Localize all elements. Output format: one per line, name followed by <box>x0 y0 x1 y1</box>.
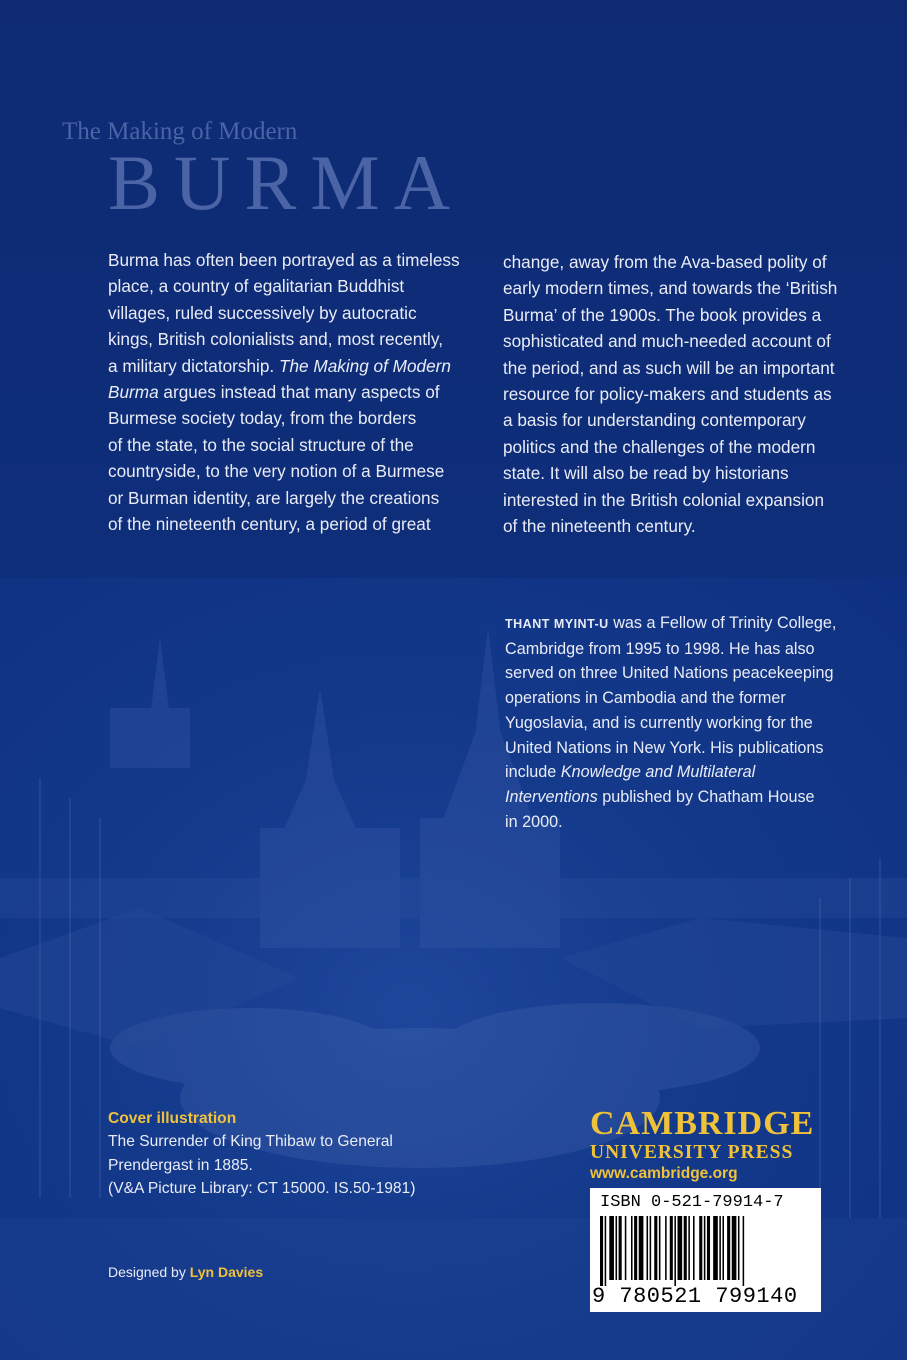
desc-line: Burma’ of the 1900s. The book provides a <box>503 304 822 325</box>
desc-line: sophisticated and much-needed account of <box>503 331 831 352</box>
barcode-bar <box>600 1216 603 1286</box>
isbn-number: ISBN 0-521-79914-7 <box>600 1193 784 1212</box>
bio-line: Cambridge from 1995 to 1998. He has also <box>505 639 815 658</box>
desc-line: of the state, to the social structure of the <box>108 434 414 455</box>
bio-text: include <box>505 763 557 782</box>
desc-line: countryside, to the very notion of a Burmese <box>108 461 445 482</box>
desc-line: early modern times, and towards the ‘British <box>503 278 838 299</box>
designer-name: Lyn Davies <box>189 1264 264 1280</box>
barcode-bar <box>619 1216 622 1280</box>
designer-prefix: Designed by <box>108 1264 186 1280</box>
bio-line: operations in Cambodia and the former <box>505 689 786 708</box>
desc-line: kings, British colonialists and, most recently, <box>108 329 443 350</box>
desc-line: the period, and as such will be an important <box>503 357 835 378</box>
barcode-bar <box>707 1216 710 1280</box>
barcode-bar <box>634 1216 637 1280</box>
barcode-bar <box>688 1216 690 1280</box>
barcode-bar <box>650 1216 652 1280</box>
barcode-bar <box>665 1216 667 1280</box>
ean-number: 9 780521 799140 <box>592 1284 798 1309</box>
barcode-bar <box>674 1216 676 1286</box>
designer-credit <box>108 1264 263 1280</box>
desc-line: Burmese society today, from the borders <box>108 408 417 429</box>
desc-text: a military dictatorship. <box>108 355 275 376</box>
credit-line: The Surrender of King Thibaw to General <box>108 1133 393 1151</box>
credit-line: Prendergast in 1885. <box>108 1156 253 1174</box>
barcode-bar <box>738 1216 740 1280</box>
publication-title-italic: Knowledge and Multilateral <box>560 763 756 782</box>
barcode-bar <box>719 1216 721 1280</box>
publisher-name-line1: CAMBRIDGE <box>590 1105 815 1142</box>
description-left-column <box>108 247 488 537</box>
barcode-bar <box>699 1216 702 1280</box>
series-title: The Making of Modern <box>62 118 298 145</box>
desc-line: Burma has often been portrayed as a timeless <box>108 250 460 270</box>
desc-line: state. It will also be read by historians <box>503 463 789 484</box>
publication-title-italic: Interventions <box>505 787 598 806</box>
bio-line: served on three United Nations peacekeeping <box>505 664 834 683</box>
desc-line: villages, ruled successively by autocratic <box>108 302 417 323</box>
cover-illustration-credit <box>108 1107 468 1200</box>
description-right-column <box>503 249 883 539</box>
barcode-bar <box>647 1216 649 1280</box>
book-title-italic: The Making of Modern <box>278 355 451 376</box>
barcode-bar <box>625 1216 627 1280</box>
barcode-bars <box>600 1216 811 1286</box>
barcode <box>590 1188 821 1312</box>
barcode-bar <box>684 1216 687 1280</box>
barcode-bar <box>616 1216 618 1280</box>
desc-line: place, a country of egalitarian Buddhist <box>108 276 405 297</box>
bio-text: was a Fellow of Trinity College, <box>613 614 837 632</box>
publisher-url: www.cambridge.org <box>590 1165 738 1182</box>
desc-line: of the nineteenth century. <box>503 516 696 537</box>
barcode-bar <box>727 1216 730 1280</box>
barcode-bar <box>659 1216 661 1280</box>
desc-text: argues instead that many aspects of <box>163 382 440 403</box>
desc-line <box>108 353 488 379</box>
barcode-bar <box>654 1216 657 1280</box>
bio-line <box>505 785 875 810</box>
desc-line: change, away from the Ava-based polity of <box>503 252 827 272</box>
desc-line: interested in the British colonial expansion <box>503 489 825 510</box>
author-bio <box>505 611 875 834</box>
credit-line: (V&A Picture Library: CT 15000. IS.50-1981) <box>108 1179 416 1197</box>
bio-text: published by Chatham House <box>602 787 815 806</box>
desc-line: resource for policy-makers and students as <box>503 384 832 405</box>
desc-line: politics and the challenges of the modern <box>503 436 816 457</box>
desc-line: of the nineteenth century, a period of great <box>108 514 431 535</box>
barcode-bar <box>670 1216 673 1280</box>
desc-line: a basis for understanding contemporary <box>503 410 806 431</box>
desc-line: or Burman identity, are largely the creations <box>108 487 440 508</box>
desc-line <box>108 379 488 405</box>
main-title: BURMA <box>108 139 465 226</box>
publisher-logo <box>590 1106 840 1164</box>
barcode-bar <box>732 1216 737 1280</box>
cover-illustration-heading: Cover illustration <box>108 1110 237 1127</box>
barcode-bar <box>639 1216 644 1280</box>
publisher-name-line2: UNIVERSITY PRESS <box>590 1142 794 1163</box>
bio-line <box>505 760 875 785</box>
barcode-bar <box>722 1216 724 1280</box>
bio-line: Yugoslavia, and is currently working for the <box>505 713 813 732</box>
book-title-italic: Burma <box>108 382 159 403</box>
bio-line <box>505 611 875 637</box>
barcode-bar <box>605 1216 607 1286</box>
barcode-bar <box>631 1216 633 1280</box>
barcode-bar <box>743 1216 745 1286</box>
barcode-bar <box>693 1216 695 1280</box>
bio-line: United Nations in New York. His publications <box>505 738 824 757</box>
bio-line: in 2000. <box>505 812 563 831</box>
barcode-bar <box>713 1216 718 1280</box>
barcode-bar <box>609 1216 614 1280</box>
barcode-bar <box>678 1216 683 1280</box>
barcode-bar <box>704 1216 706 1280</box>
author-name: THANT MYINT-U <box>505 617 609 631</box>
